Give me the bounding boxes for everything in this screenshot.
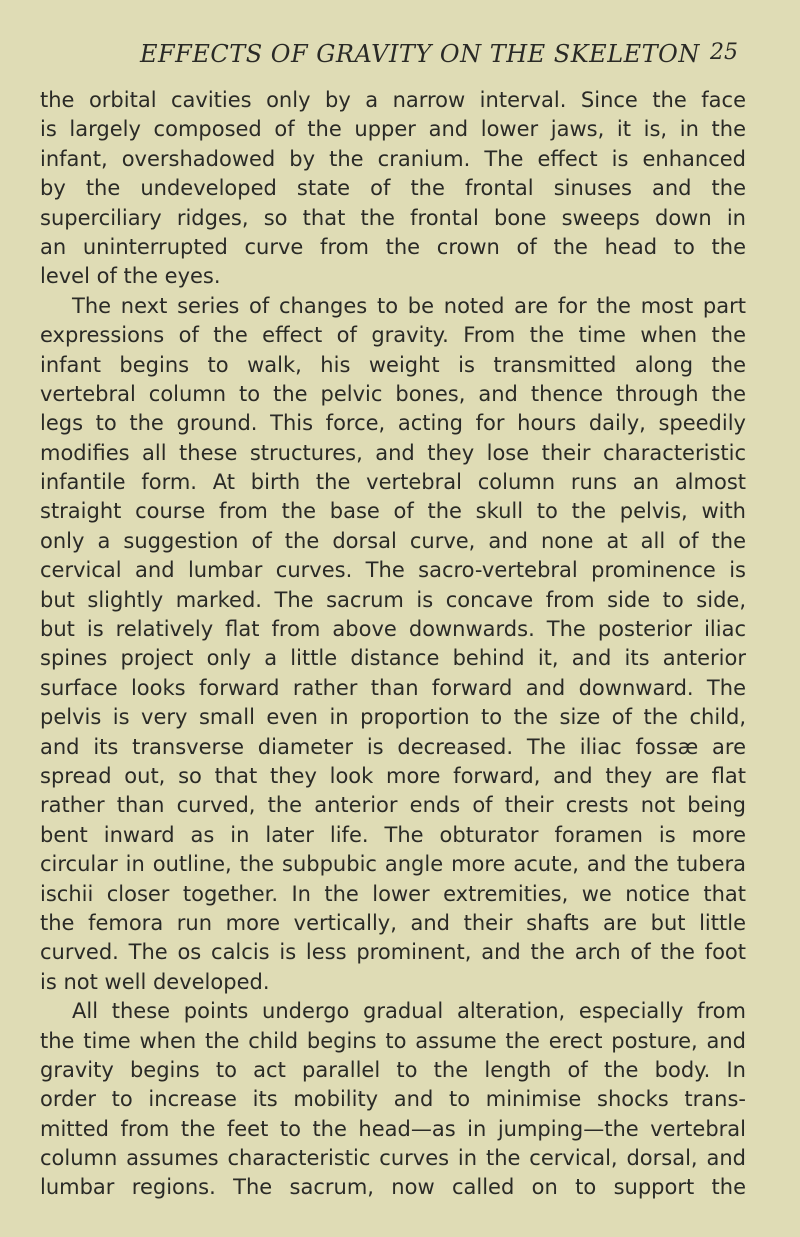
text-line: is largely composed of the upper and lower jaws, it is, in the (40, 117, 746, 142)
text-line: pelvis is very small even in proportion to the size of the child, (40, 705, 746, 730)
text-line: rather than curved, the anterior ends of their crests not being (40, 793, 746, 818)
text-line: ischii closer together. In the lower extremities, we notice that (40, 881, 746, 906)
text-line: an uninterrupted curve from the crown of the head to the (40, 234, 746, 259)
text-line: infant begins to walk, his weight is transmitted along the (40, 352, 746, 377)
text-line: surface looks forward rather than forward and downward. The (40, 675, 746, 700)
text-line: straight course from the base of the skull to the pelvis, with (40, 499, 746, 524)
running-title: EFFECTS OF GRAVITY ON THE SKELETON (140, 40, 700, 68)
text-line: mitted from the feet to the head—as in jumping—the vertebral (40, 1116, 746, 1141)
text-line: level of the eyes. (40, 264, 221, 289)
text-line: column assumes characteristic curves in the cervical, dorsal, and (40, 1146, 746, 1171)
text-line: The next series of changes to be noted are for the most part (72, 293, 746, 318)
text-line: vertebral column to the pelvic bones, and thence through the (40, 381, 746, 406)
text-line: bent inward as in later life. The obturator foramen is more (40, 822, 746, 847)
text-line: order to increase its mobility and to minimise shocks trans- (40, 1087, 746, 1112)
text-line: superciliary ridges, so that the frontal bone sweeps down in (40, 205, 746, 230)
text-line: cervical and lumbar curves. The sacro-vertebral prominence is (40, 558, 746, 583)
text-line: the orbital cavities only by a narrow interval. Since the face (40, 88, 746, 112)
text-line: and its transverse diameter is decreased. The iliac fossæ are (40, 734, 746, 759)
text-line: infantile form. At birth the vertebral column runs an almost (40, 470, 746, 495)
text-line: lumbar regions. The sacrum, now called on to support the (40, 1175, 746, 1200)
body-text (40, 86, 746, 1203)
text-line: modifies all these structures, and they lose their characteristic (40, 440, 746, 465)
text-line: gravity begins to act parallel to the length of the body. In (40, 1057, 746, 1082)
running-header (90, 40, 750, 80)
text-line: expressions of the effect of gravity. From the time when the (40, 323, 746, 348)
text-line: is not well developed. (40, 969, 270, 994)
text-line: spread out, so that they look more forward, and they are flat (40, 763, 746, 788)
text-line: the femora run more vertically, and their shafts are but little (40, 910, 746, 935)
text-line: legs to the ground. This force, acting for hours daily, speedily (40, 411, 746, 436)
text-line: circular in outline, the subpubic angle more acute, and the tubera (40, 852, 746, 877)
text-line: curved. The os calcis is less prominent, and the arch of the foot (40, 940, 746, 965)
text-line: spines project only a little distance behind it, and its anterior (40, 646, 746, 671)
text-line: infant, overshadowed by the cranium. The effect is enhanced (40, 146, 746, 171)
text-line: but is relatively flat from above downwards. The posterior iliac (40, 617, 746, 642)
text-line: All these points undergo gradual alteration, especially from (72, 999, 746, 1024)
text-line: only a suggestion of the dorsal curve, and none at all of the (40, 528, 746, 553)
page-number: 25 (710, 40, 738, 65)
text-line: but slightly marked. The sacrum is concave from side to side, (40, 587, 746, 612)
text-line: the time when the child begins to assume the erect posture, and (40, 1028, 746, 1053)
text-line: by the undeveloped state of the frontal sinuses and the (40, 176, 746, 201)
